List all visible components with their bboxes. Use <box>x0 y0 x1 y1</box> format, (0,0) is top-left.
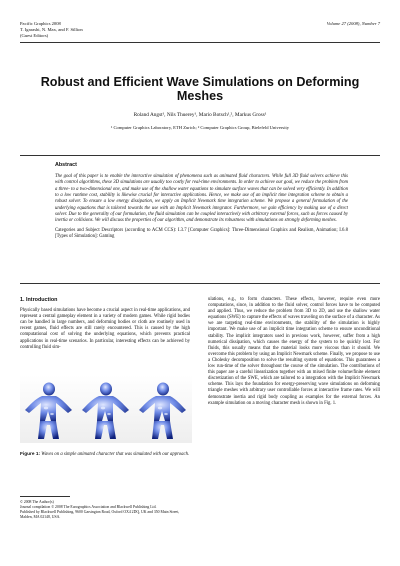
header-volume: Volume 27 (2008), Number 7 <box>326 21 380 26</box>
abstract-body: The goal of this paper is to enable the interactive simulation of phenomena such as animated fluid characters. While full 3D fluid solvers achieve this with control algorithms, these 3D simulations are usually too costly for real-time environments. In order to achieve our goal, we reduce the problem from a three- to a two-dimensional one, and make use of the shallow water equations to simulate surface waves that can be solved very efficiently. In addition to a low runtime cost, stability is likewise crucial for interactive applications. Hence, we make use of an implicit time integration scheme to obtain a robust solver. To ensure a low energy dissipation, we apply an Implicit Newmark time integration scheme. We propose a general formulation of the underlying equations that is tailored towards the use with an Implicit Newmark integrator. Furthermore, we gain efficiency by making use of a direct solver. Due to the generality of our formulation, the fluid simulation can be coupled interactively with arbitrary external forces, such as forces caused by inertia or collisions. We will discuss the properties of our algorithm, and demonstrate its robustness with simulations on strongly deforming meshes. <box>55 174 348 224</box>
paper-title: Robust and Efficient Wave Simulations on Deforming Meshes <box>40 75 360 103</box>
header-venue-block <box>20 21 83 40</box>
abstract-section <box>55 162 348 240</box>
abstract-top-rule <box>20 155 380 156</box>
abstract-bottom-rule <box>20 283 380 284</box>
left-column <box>20 297 190 351</box>
figure-label: Figure 1: <box>20 452 41 457</box>
footnote-line-1: © 2008 The Author(s) <box>20 500 54 504</box>
copyright-footnote <box>20 500 192 520</box>
header-venue: Pacific Graphics 2008 <box>20 21 61 26</box>
footnote-rule <box>20 496 70 497</box>
footnote-line-3: Published by Blackwell Publishing, 9600 Garsington Road, Oxford OX4 2DQ, UK and 350 Main Street, Malden, MA 02148, USA. <box>20 509 180 519</box>
author-list: Roland Angst¹, Nils Thuerey¹, Mario Botsch¹,², Markus Gross¹ <box>133 112 267 118</box>
footnote-line-2: Journal compilation © 2008 The Eurographics Association and Blackwell Publishing Ltd. <box>20 504 157 509</box>
header-editors: T. Igarashi, N. Max, and F. Sillion <box>20 27 83 33</box>
intro-left-text: Physically based simulations have become a crucial aspect in real-time applications, and represent a central gameplay element in a variety of modern games. While rigid bodies can be handled in large numbers, and deforming bodies or cloth are routinely used in recent games, fluid effects are still rarely encountered. This is caused by the high computational cost of solving the underlying equations, which prevents practical applications in real-time scenarios. In particular, interesting effects can be achieved by controlling fluid sim- <box>20 308 190 350</box>
figure-caption-text: Waves on a simple animated character that was simulated with our approach. <box>41 452 190 457</box>
right-column <box>208 297 380 407</box>
affiliations: ¹ Computer Graphics Laboratory, ETH Zurich; ² Computer Graphics Group, Bielefeld University <box>110 125 290 130</box>
section-heading: 1. Introduction <box>20 297 58 303</box>
figure-caption <box>20 452 192 458</box>
figure-1-image <box>20 375 192 443</box>
abstract-heading: Abstract <box>55 162 77 168</box>
header-editors-role: (Guest Editors) <box>20 33 49 39</box>
intro-right-text: ulations, e.g., to form characters. These effects, however, require even more computations, since, in addition to the fluid solver, control forces have to be computed and applied. Thus, we reduce the problem from 3D to 2D, and use the shallow water equations (SWE) to capture the effects of waves traveling on the surface of a character. As we are targeting real-time environments, the stability of the simulation is highly important. We make use of an implicit time integration scheme to ensure unconditional stability. The implicit integrators used in previous work, however, suffer from a high numerical dissipation, which causes the energy of the system to be quickly lost. For fluids, this usually means that the material looks more viscous than it should. We overcome this problem by using an Implicit Newmark scheme. Finally, we propose to use a Cholesky decomposition to solve the resulting system of equations. This guarantees a low run-time of the solver throughout the course of the simulation. The contributions of this paper are a careful linearization together with an mixed finite volume/finite element discretization of the SWE, which are tailored to a integration with the Implicit Newmark scheme. This lays the foundation for energy-preserving wave simulations on deforming triangle meshes with arbitrary user controllable forces at interactive frame rates. We will demonstrate inertia and rigid body coupling as examples for the external forces. An example simulation on a moving character mesh is shown in Fig. 1. <box>208 297 380 406</box>
acm-categories: Categories and Subject Descriptors (according to ACM CCS): I.3.7 [Computer Graphics]: Three-Dimensional Graphics and Realism, Animation; I.6.8 [Types of Simulation]: Gaming <box>55 227 348 240</box>
header-rule <box>20 42 380 43</box>
